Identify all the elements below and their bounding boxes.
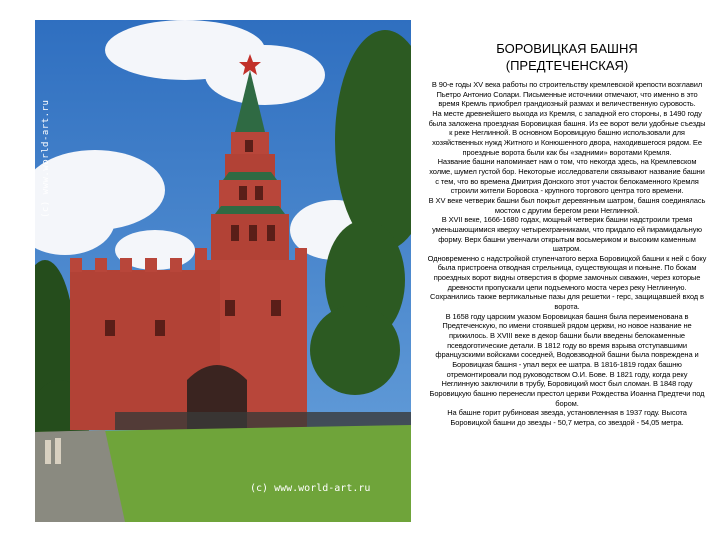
paragraph: В 1658 году царским указом Боровицкая башня была переименована в Предтеченскую, по имени стоявшей рядом церкви, но новое название не прижилось. В XVIII веке в декор башни были введены белокаменные псевдоготические детали. В 1812 году во время взрыва отступавшими французскими войсками соседней, Водовзводной башни была повреждена и Боровицкая башня - упал верх ее шатра. В 1816-1819 годах башню отремонтировали под руководством О.И. Бове. В 1821 году, когда реку Неглинную заключили в трубу, Боровицкий мост был сломан. В 1848 году Боровицкую башню перенесли престол церкви Рождества Иоанна Предтечи под бором. xyxy=(429,311,705,408)
paragraph: Одновременно с надстройкой ступенчатого верха Боровицкой башни к ней с боку была пристроена отводная стрельница, существующая и поныне. По бокам проездных ворот видны отверстия в форме замочных скважин, через которые древности пропускали цепи подъемного моста через реку Неглинную. Сохранились также вертикальные пазы для решетки - герс, защищавшей вход в ворота. xyxy=(427,253,707,312)
side-watermark: (c) www.world-art.ru xyxy=(41,99,51,218)
tower-photo xyxy=(35,20,411,522)
paragraph: В 90-е годы XV века работы по строительству кремлевской крепости возглавил Пьетро Антонио Солари. Письменные источники отмечают, что именно в это время Кремль приобрел грандиозный размах и величественную суровость. xyxy=(431,80,703,109)
paragraph: В XVII веке, 1666-1680 годах, мощный четверик башни надстроили тремя уменьшающимися кверху четырехгранниками, что придало ей пирамидальную форму. Верх башни увенчали открытым восьмериком и высоким каменным шатром. xyxy=(432,215,702,254)
paragraph: Название башни напоминает нам о том, что некогда здесь, на Кремлевском холме, шумел густой бор. Некоторые исследователи связывают название башни с тем, что во времена Дмитрия Донского этот участок белокаменного Кремля строили жители Боровска - крупного торгового центра того времени. xyxy=(429,157,705,196)
paragraph: В XV веке четверик башни был покрыт деревянным шатром, башня соединялась мостом с другим берегом реки Неглинной. xyxy=(428,195,706,215)
article-title xyxy=(427,40,707,74)
article xyxy=(427,40,707,428)
paragraph: На месте древнейшего выхода из Кремля, с западной его стороны, в 1490 году была заложена проездная Боровицкая башня. Из ее ворот вели удобные съезды к реке Неглинной. В основном Боровицкую башню использовали для хозяйственных нужд Житного и Конюшенного двора, находившегося рядом. Ее проездные ворота были как бы «задними» воротами Кремля. xyxy=(428,108,706,157)
article-body xyxy=(427,80,707,428)
title-line-2: (ПРЕДТЕЧЕНСКАЯ) xyxy=(505,58,629,73)
paragraph: На башне горит рубиновая звезда, установленная в 1937 году. Высота Боровицкой башни до звезды - 50,7 метра, со звездой - 54,05 метра. xyxy=(447,408,687,427)
title-line-1: БОРОВИЦКАЯ БАШНЯ xyxy=(496,41,638,56)
bottom-watermark: (c) www.world-art.ru xyxy=(250,483,371,494)
tower-photo-drawing xyxy=(35,20,411,522)
